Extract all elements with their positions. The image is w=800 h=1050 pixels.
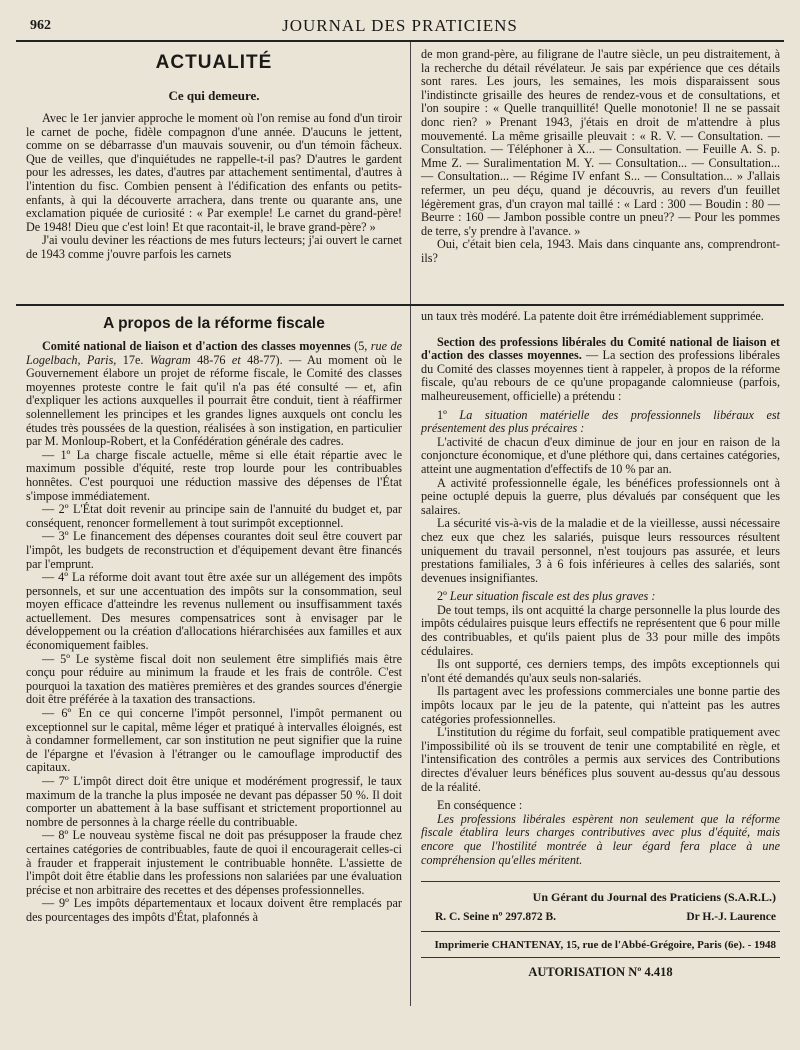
situation1-paragraph: L'activité de chacun d'eux diminue de jour en jour en raison de la conjoncture économique, et d'une pléthore qui, dans certaines catégories, atteint une augmentation d'effectifs de 10 % par an. (421, 434, 780, 476)
reforme-right-column (411, 306, 784, 1006)
situation1-number: 1º (437, 407, 460, 422)
actualite-subtitle: Ce qui demeure. (168, 88, 260, 103)
situation2-heading (421, 590, 780, 604)
footer-rule (421, 881, 780, 882)
reforme-point: — 1º La charge fiscale actuelle, même si elle était répartie avec le maximum possible d'équité, reste trop lourde pour les contribuables honnêtes. C'est pourquoi une réduction massive des dépenses de l'État s'impose immédiatement. (26, 447, 402, 503)
situation2-paragraph: L'institution du régime du forfait, seul compatible pratiquement avec l'impossibilité où ils se trouvent de tenir une comptabilité en règle, et l'intensification des contrôles a permis aux services des Contributions directes d'évaluer leurs bénéfices plus souvent au-dessus qu'au dessous de la réalité. (421, 725, 780, 794)
reforme-point: — 9º Les impôts départementaux et locaux doivent être remplacés par des pourcentages des impôts d'État, plafonnés à (26, 896, 402, 924)
actualite-section (16, 42, 784, 304)
situation1-paragraph: La sécurité vis-à-vis de la maladie et de la vieillesse, aussi nécessaire chez eux que chez les salariés, puisque leurs ressources résultent uniquement du travail personnel, n'est toujours pas assurée, et leurs prestations familiales, 3 à 6 fois inférieures à celles des salariés, sont devenues insignifiantes. (421, 516, 780, 585)
reforme-intro-et: et (231, 352, 241, 367)
situation1-title: La situation matérielle des professionnels libéraux est présentement des plus précaires : (421, 407, 780, 436)
director-name: Dr H.-J. Laurence (686, 911, 776, 924)
reforme-intro-tel-numbers: 48-76 (190, 352, 232, 367)
reforme-point: — 3º Le financement des dépenses courantes doit seul être couvert par l'impôt, les budgets de reconstruction et d'équipement devant être financés par l'emprunt. (26, 529, 402, 571)
reforme-point: — 5º Le système fiscal doit non seulement être simplifiés mais être conçu pour réduire au minimum la fraude et les frais de contrôle. C'est pourquoi la taxation des matières premières et des grandes sources d'énergie doit être préférée à la taxation des transactions. (26, 651, 402, 707)
actualite-paragraph: J'ai voulu deviner les réactions de mes futurs lecteurs; j'ai ouvert le carnet de 1943 comme j'ouvre parfois les carnets (26, 233, 402, 261)
reforme-point: — 2º L'État doit revenir au principe sain de l'annuité du budget et, par conséquent, renoncer formellement à tout surimpôt exceptionnel. (26, 502, 402, 530)
reforme-point: — 4º La réforme doit avant tout être axée sur un allégement des impôts personnels, et sur une accentuation des impôts sur la consommation, seul moyen efficace d'atteindre les revenus nullement ou insuffisamment taxés actuellement. Des mesures compensatrices sont à envisager par le développement ou la création d'allocations hiérarchisées aux familles et aux économiquement faibles. (26, 570, 402, 653)
reforme-continuation: un taux très modéré. La patente doit être irrémédiablement supprimée. (421, 309, 764, 323)
actualite-title: ACTUALITÉ (155, 52, 273, 73)
reforme-point: — 8º Le nouveau système fiscal ne doit pas présupposer la fraude chez certaines catégories de contribuables, faute de quoi il encouragerait celles-ci à frauder et frapperait injustement le contribuable honnête. L'assiette de l'impôt doit être établie dans les professions non salariées par une évaluation précise et non arbitraire des recettes et des dépenses professionnelles. (26, 828, 402, 897)
section-professions-title: Section des professions libérales du Comité national de liaison et d'action des classes moyennes. (421, 334, 780, 363)
reforme-intro (26, 340, 402, 449)
consequence-label: En conséquence : (437, 798, 523, 813)
rc-number: R. C. Seine nº 297.872 B. (435, 911, 557, 924)
reforme-intro-address-mid: 17e. (116, 352, 150, 367)
actualite-paragraph: Avec le 1er janvier approche le moment où l'on remise au fond d'un tiroir le carnet de poche, fidèle compagnon d'une année. D'aucuns le jettent, comme on se débarrasse d'un mauvais souvenir, ou d'un témoin fâcheux. Que de veilles, que d'inquiétudes ne rappelle-t-il pas? D'autres le gardent pour les adresses, les dates, d'autres par attachement sentimental, d'autres à l'intention du fisc. Combien pensent à l'édification des enfants ou petits-enfants, à qui la découverte arrachera, dans trente ou quarante ans, une exclamation piquée de curiosité : « Par exemple! Le carnet du grand-père! De 1948! Dieu que c'est loin! Et que racontait-il, le brave grand-père? » (26, 111, 402, 234)
imprimeur-rule (421, 931, 780, 932)
journal-title: JOURNAL DES PRATICIENS (282, 16, 518, 35)
situation1-heading (421, 409, 780, 436)
autorisation-line: AUTORISATION Nº 4.418 (528, 965, 673, 980)
footer-block (421, 881, 780, 980)
situation2-paragraph: De tout temps, ils ont acquitté la charge personnelle la plus lourde des impôts cédulaires puisque leurs effectifs ne représentent que 6 pour mille des contribuables, et qu'ils paient plus de 33 pour mille des impôts cédulaires. (421, 602, 780, 658)
reforme-point: — 6º En ce qui concerne l'impôt personnel, l'impôt permanent ou exceptionnel sur le capital, même léger et pratiqué à intervalles éloignés, est à condamner formellement, car son institution ne peut signifier que la ruine de l'épargne et l'évasion à l'étranger ou le camouflage improductif des capitaux. (26, 706, 402, 775)
page-number: 962 (30, 18, 51, 33)
section-professions-text: — La section des professions libérales du Comité des classes moyennes tient à rappeler, à propos de la réforme fiscale, qu'au rebours de ce qu'une propagande calomnieuse (parfois, malheureusement, officielle) a prétendu : (421, 348, 780, 403)
reforme-section (16, 306, 784, 1006)
reforme-intro-rest: 48-77). — Au moment où le Gouvernement élabore un projet de réforme fiscale, le Comité des classes moyennes proteste contre le fait qu'il n'a pas été consulté — et, afin d'expliquer les actions auxquelles il pourrait être conduit, tient à réaffirmer solennellement les principes et les grandes lignes auxquels ont conclu les études très poussées de la question, réalisées à son instigation, en particulier par M. Monloup-Robert, et la Confédération générale des cadres. (26, 352, 402, 449)
actualite-paragraph: Oui, c'était bien cela, 1943. Mais dans cinquante ans, comprendront-ils? (421, 237, 780, 265)
reforme-intro-org: Comité national de liaison et d'action des classes moyennes (42, 339, 351, 353)
reforme-title: A propos de la réforme fiscale (103, 315, 325, 332)
actualite-paragraph: de mon grand-père, au filigrane de l'autre siècle, un peu distraitement, à la recherche du détail révélateur. Je sais par expérience que ces détails sont rares. Les jours, les semaines, les mois disparaissent sous l'indistincte grisaille des heures de rendez-vous et de consultations, et l'on soupire : « Quelle tranquillité! Quelle monotonie! Il ne se passait donc rien? » Prenant 1943, j'étais en droit de m'attendre à plus mouvementé. La même grisaille pleuvait : « R. V. — Consultation. — Consultation. — Téléphoner à X... — Consultation. — Feuille A. S. p. Mme Z. — Suralimentation M. Y. — Consultation... — Consultation... — Consultation... — Régime IV enfant S... — Consultation... » J'allais refermer, un peu déçu, quand je découvris, au revers d'un feuillet légèrement gras, d'un crayon mal taillé : « Lard : 300 — Boudin : 80 — Beurre : 160 — Jambon possible contre un pneu?? — Pour les pommes de terre, s'y prendre à l'avance. » (421, 47, 780, 238)
situation2-number: 2º (437, 589, 450, 604)
autorisation-rule (421, 957, 780, 958)
section-professions (421, 336, 780, 404)
reforme-left-column (16, 306, 411, 1006)
rc-line (435, 911, 776, 923)
reforme-intro-tel-exchange: Wagram (149, 352, 191, 367)
page-header (16, 10, 784, 40)
situation1-paragraph: A activité professionnelle égale, les bénéfices professionnels ont à peine octuplé depuis la guerre, plus dévalués par conséquent que les salaires. (421, 475, 780, 517)
situation2-title: Leur situation fiscale est des plus graves : (449, 589, 656, 604)
gerant-line: Un Gérant du Journal des Praticiens (S.A.R.L.) (532, 890, 776, 905)
reforme-point: — 7º L'impôt direct doit être unique et modérément progressif, le taux maximum de la tranche la plus imposée ne devant pas dépasser 50 %. Il doit comporter un abattement à la base suffisant et strictement proportionnel au nombre de personnes à la charge réelle du contribuable. (26, 774, 402, 829)
reforme-intro-address: rue de Logelbach, Paris, (26, 339, 403, 367)
reforme-intro-address-prefix: (5, (350, 339, 371, 353)
actualite-right-column (411, 42, 784, 304)
conclusion-text: Les professions libérales espèrent non seulement que la réforme fiscale établira leurs charges contributives avec plus d'équité, mais encore que l'hostilité montrée à leur égard fera place à une compréhension qu'elles méritent. (421, 811, 780, 867)
situation2-paragraph: Ils partagent avec les professions commerciales une bonne partie des impôts locaux par le jeu de la patente, qui n'atteint pas les autres catégories professionnelles. (421, 684, 780, 726)
situation2-paragraph: Ils ont supporté, ces derniers temps, des impôts exceptionnels qui n'ont été demandés qu'aux seuls non-salariés. (421, 657, 780, 685)
imprimeur-line: Imprimerie CHANTENAY, 15, rue de l'Abbé-Grégoire, Paris (6e). - 1948 (434, 939, 776, 952)
actualite-left-column (16, 42, 411, 304)
